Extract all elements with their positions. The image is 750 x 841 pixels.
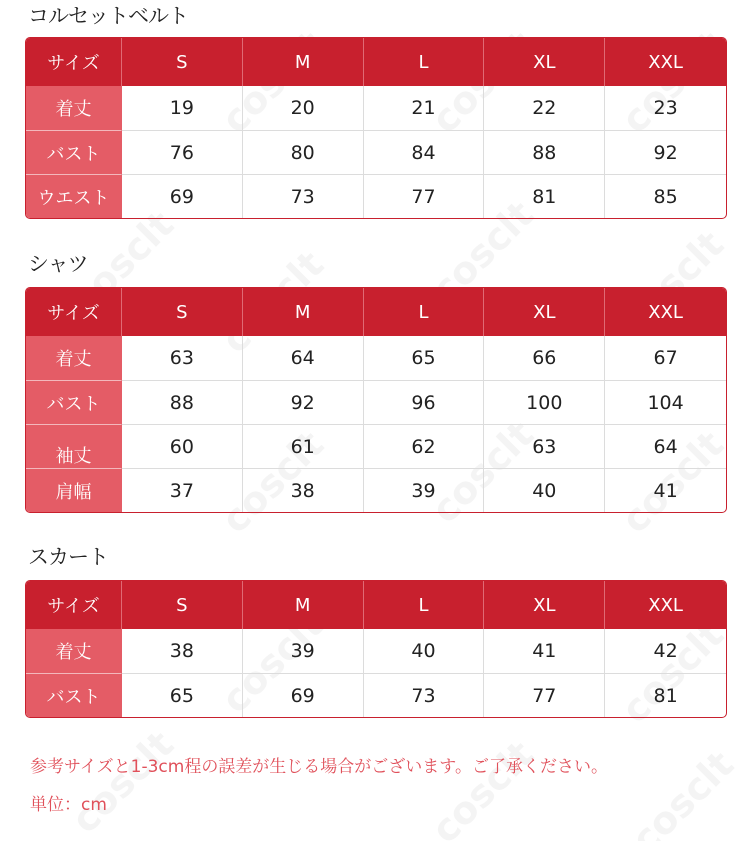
table-cell: 64 (243, 336, 364, 380)
header-size: XL (484, 38, 605, 86)
table-row (26, 380, 726, 424)
row-label: バスト (26, 380, 122, 424)
row-label: 袖丈 (26, 424, 122, 468)
table-cell: 88 (484, 130, 605, 174)
table-cell: 81 (484, 174, 605, 218)
table-row (26, 424, 726, 468)
table-cell: 73 (364, 673, 485, 717)
table-row (26, 174, 726, 218)
header-size: L (364, 38, 485, 86)
header-size: M (243, 288, 364, 336)
table-cell: 64 (605, 424, 726, 468)
table-cell: 37 (122, 468, 243, 512)
size-disclaimer-note: 参考サイズと1-3cm程の誤差が生じる場合がございます。ご了承ください。 (30, 757, 608, 777)
table-cell: 39 (243, 629, 364, 673)
table-cell: 67 (653, 347, 678, 369)
table-cell: 63 (122, 336, 243, 380)
table-cell: 41 (605, 468, 726, 512)
header-size-label: サイズ (26, 288, 122, 336)
header-size-label: サイズ (26, 38, 122, 86)
header-size: XXL (605, 38, 726, 86)
header-size: XXL (605, 288, 726, 336)
table-cell: 63 (484, 424, 605, 468)
header-size: M (243, 38, 364, 86)
table-cell: 96 (364, 380, 485, 424)
section-title-skirt: スカート (28, 545, 108, 569)
header-size: M (243, 581, 364, 629)
table-cell: 22 (484, 86, 605, 130)
header-size: L (364, 288, 485, 336)
table-header-row (26, 38, 726, 86)
table-cell: 88 (122, 380, 243, 424)
header-size: XL (484, 581, 605, 629)
table-cell: 38 (243, 468, 364, 512)
table-cell: 20 (243, 86, 364, 130)
table-cell: 65 (122, 673, 243, 717)
table-cell: 62 (364, 424, 485, 468)
size-table-skirt (25, 580, 727, 718)
table-cell: 65 (364, 336, 485, 380)
row-label: 肩幅 (26, 468, 122, 512)
table-cell: 76 (122, 130, 243, 174)
table-cell: 92 (605, 130, 726, 174)
table-cell: 41 (484, 629, 605, 673)
row-label: バスト (26, 130, 122, 174)
table-row (26, 86, 726, 130)
table-cell: 19 (122, 86, 243, 130)
header-size: S (122, 38, 243, 86)
table-cell: 60 (122, 424, 243, 468)
table-cell: 40 (364, 629, 485, 673)
table-row (26, 130, 726, 174)
table-row (26, 468, 726, 512)
table-cell: 92 (243, 380, 364, 424)
table-cell: 100 (484, 380, 605, 424)
header-size: L (364, 581, 485, 629)
row-label: 着丈 (26, 86, 122, 130)
row-label: バスト (26, 673, 122, 717)
table-row (26, 629, 726, 673)
header-size: XXL (605, 581, 726, 629)
table-header-row (26, 288, 726, 336)
row-label: 着丈 (26, 336, 122, 380)
table-cell: 61 (243, 424, 364, 468)
table-cell: 40 (484, 468, 605, 512)
row-label: 着丈 (26, 629, 122, 673)
header-size: S (122, 581, 243, 629)
table-cell: 66 (484, 336, 605, 380)
table-cell: 69 (122, 174, 243, 218)
table-cell: 69 (243, 673, 364, 717)
section-title-corset-belt: コルセットベルト (28, 4, 188, 28)
unit-note: 単位：cm (30, 795, 107, 815)
table-cell: 39 (364, 468, 485, 512)
table-cell: 23 (653, 97, 678, 119)
watermark-text (623, 742, 742, 841)
size-table-corset-belt (25, 37, 727, 219)
table-header-row (26, 581, 726, 629)
table-cell: 77 (364, 174, 485, 218)
watermark-text (63, 722, 182, 841)
header-size: XL (484, 288, 605, 336)
table-row (26, 336, 726, 380)
table-cell: 21 (364, 86, 485, 130)
watermark-text (423, 732, 542, 841)
section-title-shirt: シャツ (28, 252, 88, 276)
header-size-label: サイズ (26, 581, 122, 629)
table-cell: 42 (653, 640, 678, 662)
header-size: S (122, 288, 243, 336)
table-cell: 84 (364, 130, 485, 174)
table-cell: 80 (243, 130, 364, 174)
size-table-shirt (25, 287, 727, 513)
table-cell: 38 (122, 629, 243, 673)
table-cell: 77 (484, 673, 605, 717)
table-cell: 81 (605, 673, 726, 717)
table-cell: 73 (243, 174, 364, 218)
row-label: ウエスト (26, 174, 122, 218)
table-cell: 104 (605, 380, 726, 424)
table-row (26, 673, 726, 717)
table-cell: 85 (605, 174, 726, 218)
